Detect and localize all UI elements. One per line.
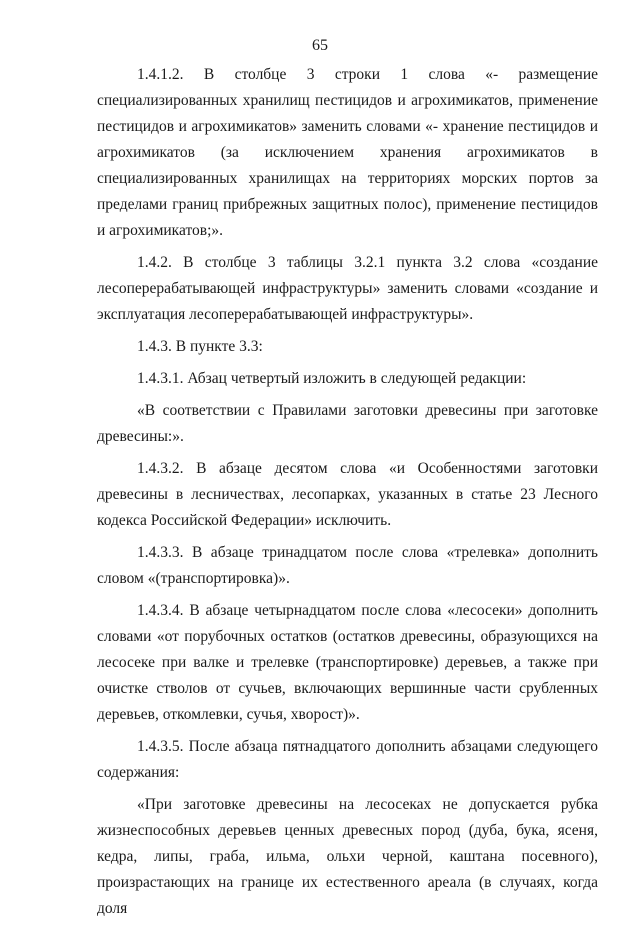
paragraph-quote-rubka: «При заготовке древесины на лесосеках не допускается рубка жизнеспособных деревьев ценных древесных пород (дуба, бука, ясеня, кедра, липы, граба, ильма, ольхи черной, каштана посевного), произрастающих на границе их естественного ареала (в случаях, когда доля [97, 796, 598, 917]
paragraph-1-4-3-4: 1.4.3.4. В абзаце четырнадцатом после слова «лесосеки» дополнить словами «от порубочных остатков (остатков древесины, образующихся на лесосеке при валке и трелевке (транспортировке) деревьев, а также при очистке стволов от сучьев, включающих вершинные части срубленных деревьев, откомлевки, сучья, хворост)». [97, 602, 598, 723]
page-number: 65 [312, 37, 328, 54]
paragraph-1-4-2: 1.4.2. В столбце 3 таблицы 3.2.1 пункта 3.2 слова «создание лесоперерабатывающей инфраструктуры» заменить словами «создание и эксплуатация лесоперерабатывающей инфраструктуры». [97, 254, 598, 323]
paragraph-1-4-1-2: 1.4.1.2. В столбце 3 строки 1 слова «- размещение специализированных хранилищ пестицидов и агрохимикатов, применение пестицидов и агрохимикатов» заменить словами «- хранение пестицидов и агрохимикатов (за исключением хранения агрохимикатов в специализированных хранилищах на территориях морских портов за пределами границ прибрежных защитных полос), применение пестицидов и агрохимикатов;». [97, 66, 598, 239]
paragraph-1-4-3-3: 1.4.3.3. В абзаце тринадцатом после слова «трелевка» дополнить словом «(транспортировка)». [97, 544, 598, 587]
paragraph-1-4-3-1: 1.4.3.1. Абзац четвертый изложить в следующей редакции: [137, 370, 527, 387]
paragraph-1-4-3-5: 1.4.3.5. После абзаца пятнадцатого дополнить абзацами следующего содержания: [97, 738, 598, 781]
paragraph-1-4-3-2: 1.4.3.2. В абзаце десятом слова «и Особенностями заготовки древесины в лесничествах, лесопарках, указанных в статье 23 Лесного кодекса Российской Федерации» исключить. [97, 460, 598, 529]
document-body [97, 62, 598, 928]
paragraph-quote-zagotovka: «В соответствии с Правилами заготовки древесины при заготовке древесины:». [97, 402, 598, 445]
paragraph-1-4-3: 1.4.3. В пункте 3.3: [137, 338, 263, 355]
